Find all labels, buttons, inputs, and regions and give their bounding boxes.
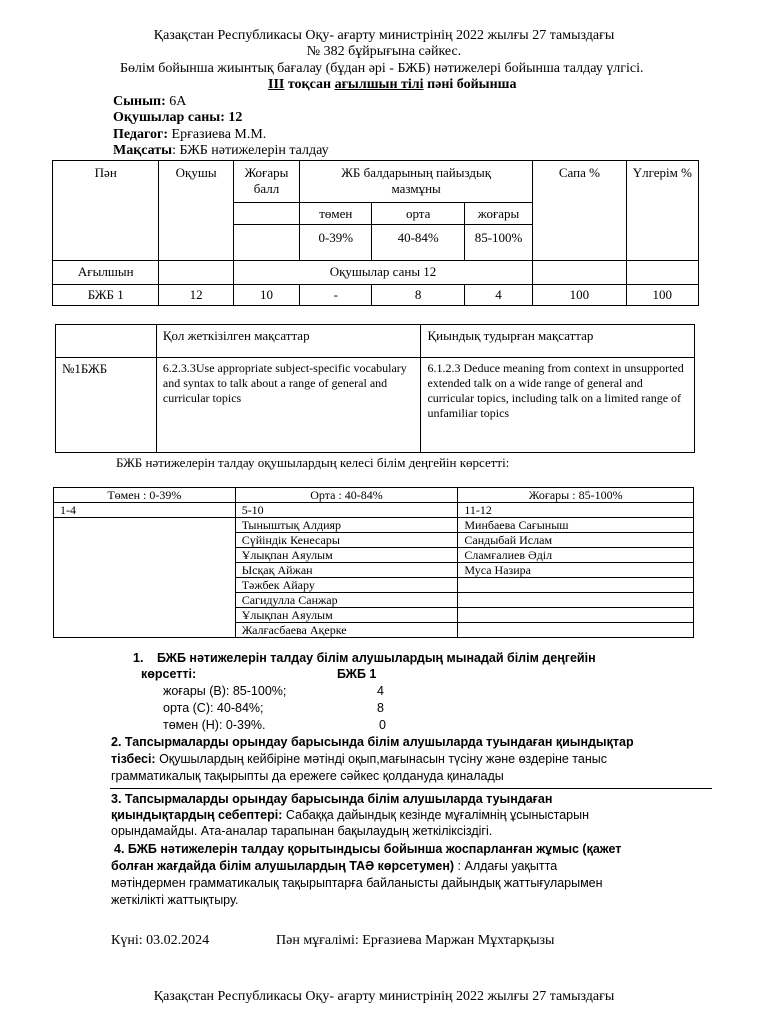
header-line-2: № 382 бұйрығына сәйкес. xyxy=(306,44,462,59)
section2-body-b: грамматикалық тақырыпты да ережеге сәйкес қолдануда қиналады xyxy=(111,769,504,783)
intro-line: БЖБ нәтижелерін талдау оқушылардың келесі білім деңгейін көрсетті: xyxy=(116,455,510,470)
teacher-value: Ерғазиева М.М. xyxy=(171,127,267,142)
header-line-3: Бөлім бойынша жиынтық бағалау (бұдан әрі - БЖБ) нәтижелері бойынша талдау үлгісі. xyxy=(120,61,644,76)
goal-value: : БЖБ нәтижелерін талдау xyxy=(172,143,329,158)
level-low: төмен xyxy=(300,203,372,225)
class-label: Сынып: xyxy=(113,94,166,109)
high-value: 4 xyxy=(377,684,384,698)
range-high: 85-100% xyxy=(464,225,532,261)
section3-body-a: Сабаққа дайындық кезінде мұғалімнің ұсыныстарын xyxy=(285,808,589,822)
header-subject: Пән xyxy=(53,161,159,261)
header-high: Жоғары : 85-100% xyxy=(458,488,694,503)
section2-title-b: тізбесі: xyxy=(111,752,156,766)
low-value: 0 xyxy=(379,718,386,732)
goal-line xyxy=(113,143,329,159)
row-cell: 100 xyxy=(533,285,626,306)
range-low: 1-4 xyxy=(54,503,236,518)
header-subject-line xyxy=(268,77,517,93)
section4-title-b: болған жағдайда білім алушылардың ТАӘ көрсетумен) xyxy=(111,859,455,873)
low-label: төмен (Н): 0-39%. xyxy=(163,718,266,732)
students-line xyxy=(113,110,242,126)
section4-body-a: : Алдағы уақытта xyxy=(457,859,558,873)
next-page-header: Қазақстан Республикасы Оқу- ағарту министрінің 2022 жылғы 27 тамыздағы xyxy=(153,989,615,1004)
level-mid: орта xyxy=(372,203,464,225)
high-student: Минбаева Сағыныш xyxy=(458,518,694,533)
section3-title-b: қиындықтардың себептері: xyxy=(111,808,283,822)
high-student: Сламғалиев Әділ xyxy=(458,548,694,563)
quarter: III xyxy=(268,77,285,92)
empty-cell xyxy=(458,578,694,593)
class-line xyxy=(113,94,186,110)
mid-student: Тыныштық Алдияр xyxy=(235,518,458,533)
empty-cell xyxy=(458,593,694,608)
subject-row-label: Ағылшын xyxy=(53,261,159,285)
section1-title-a: БЖБ нәтижелерін талдау білім алушылардың мынадай білім деңгейін xyxy=(157,651,596,665)
row-cell: 100 xyxy=(626,285,698,306)
header-quality: Сапа % xyxy=(533,161,626,261)
students-label: Оқушылар саны: xyxy=(113,110,225,125)
section2-title-a: 2. Тапсырмаларды орындау барысында білім алушыларда туындаған қиындықтар xyxy=(111,735,634,749)
levels-table xyxy=(53,487,694,638)
header-max-score: Жоғары балл xyxy=(233,161,299,203)
section3-body-b: орындамайды. Ата-аналар тарапынан бақылаудың жеткіліксіздігі. xyxy=(111,824,493,838)
objectives-table xyxy=(55,324,695,453)
divider xyxy=(110,788,712,789)
blank-cell xyxy=(533,261,626,285)
high-student: Сандыбай Ислам xyxy=(458,533,694,548)
section4-body-c: жеткілікті жаттықтыру. xyxy=(111,893,239,907)
achieved-objective: 6.2.3.3Use appropriate subject-specific vocabulary and syntax to talk about a range of general and curricular topics xyxy=(156,358,421,453)
header-difficult: Қиындық тудырған мақсаттар xyxy=(421,325,695,358)
row-cell: 4 xyxy=(464,285,532,306)
mid-student: Жалғасбаева Ақерке xyxy=(235,623,458,638)
subject: ағылшын тілі xyxy=(334,77,424,92)
row-cell: 8 xyxy=(372,285,464,306)
results-table xyxy=(52,160,699,306)
blank-cell xyxy=(233,225,299,261)
teacher-signature: Пән мұғалімі: Ерғазиева Маржан Мұхтарқызы xyxy=(276,933,555,948)
section1-num: 1. xyxy=(133,651,144,665)
row-cell: 12 xyxy=(159,285,233,306)
mid-student: Сагидулла Санжар xyxy=(235,593,458,608)
date: Күні: 03.02.2024 xyxy=(111,933,210,948)
blank-cell xyxy=(626,261,698,285)
row-cell: - xyxy=(300,285,372,306)
section4-title-a: 4. БЖБ нәтижелерін талдау қорытындысы бойынша жоспарланған жұмыс (қажет xyxy=(114,842,622,856)
row-cell: БЖБ 1 xyxy=(53,285,159,306)
header-line-1: Қазақстан Республикасы Оқу- ағарту министрінің 2022 жылғы 27 тамыздағы xyxy=(153,28,615,43)
class-value: 6А xyxy=(169,94,187,109)
subject-suffix: пәні бойынша xyxy=(427,77,517,92)
section2-line-2 xyxy=(111,752,607,767)
empty-cell xyxy=(458,623,694,638)
teacher-label: Педагог: xyxy=(113,127,169,142)
high-student: Муса Назира xyxy=(458,563,694,578)
header-mid: Орта : 40-84% xyxy=(235,488,458,503)
section4-line-2 xyxy=(111,859,557,874)
mid-student: Сүйіндік Кенесары xyxy=(235,533,458,548)
mid-label: орта (С): 40-84%; xyxy=(163,701,264,715)
header-low: Төмен : 0-39% xyxy=(54,488,236,503)
header-progress: Үлгерім % xyxy=(626,161,698,261)
range-high: 11-12 xyxy=(458,503,694,518)
goal-label: Мақсаты xyxy=(113,143,173,158)
range-mid: 5-10 xyxy=(235,503,458,518)
low-students xyxy=(54,518,236,638)
header-achieved: Қол жеткізілген мақсаттар xyxy=(156,325,421,358)
blank-cell xyxy=(159,261,233,285)
mid-student: Ысқақ Айжан xyxy=(235,563,458,578)
mid-student: Тәжбек Айару xyxy=(235,578,458,593)
range-mid: 40-84% xyxy=(372,225,464,261)
range-low: 0-39% xyxy=(300,225,372,261)
section2-body-a: Оқушылардың кейбіріне мәтінді оқып,мағынасын түсіну және өздеріне таныс xyxy=(159,752,607,766)
section1-col: БЖБ 1 xyxy=(337,667,377,681)
mid-student: Ұлықпан Аяулым xyxy=(235,608,458,623)
mid-value: 8 xyxy=(377,701,384,715)
row-label: №1БЖБ xyxy=(56,358,157,453)
row-cell: 10 xyxy=(233,285,299,306)
mid-student: Ұлықпан Аяулым xyxy=(235,548,458,563)
section1-title-b: көрсетті: xyxy=(141,667,197,681)
high-label: жоғары (В): 85-100%; xyxy=(163,684,287,698)
quarter-word: тоқсан xyxy=(287,77,332,92)
section3-line-2 xyxy=(111,808,589,823)
difficult-objective: 6.1.2.3 Deduce meaning from context in unsupported extended talk on a wide range of general and curricular topics, including talk on a limited range of unfamiliar topics xyxy=(421,358,695,453)
header-percent: ЖБ балдарының пайыздық мазмұны xyxy=(300,161,533,203)
header-students: Оқушы xyxy=(159,161,233,261)
students-value: 12 xyxy=(228,110,243,125)
section4-body-b: мәтіндермен грамматикалық тақырыптарға байланысты дайындық жаттығуларымен xyxy=(111,876,603,890)
level-high: жоғары xyxy=(464,203,532,225)
teacher-line xyxy=(113,127,266,143)
blank-cell xyxy=(56,325,157,358)
empty-cell xyxy=(458,608,694,623)
subject-row-note: Оқушылар саны 12 xyxy=(233,261,532,285)
blank-cell xyxy=(233,203,299,225)
section3-title-a: 3. Тапсырмаларды орындау барысында білім алушыларда туындаған xyxy=(111,792,553,806)
